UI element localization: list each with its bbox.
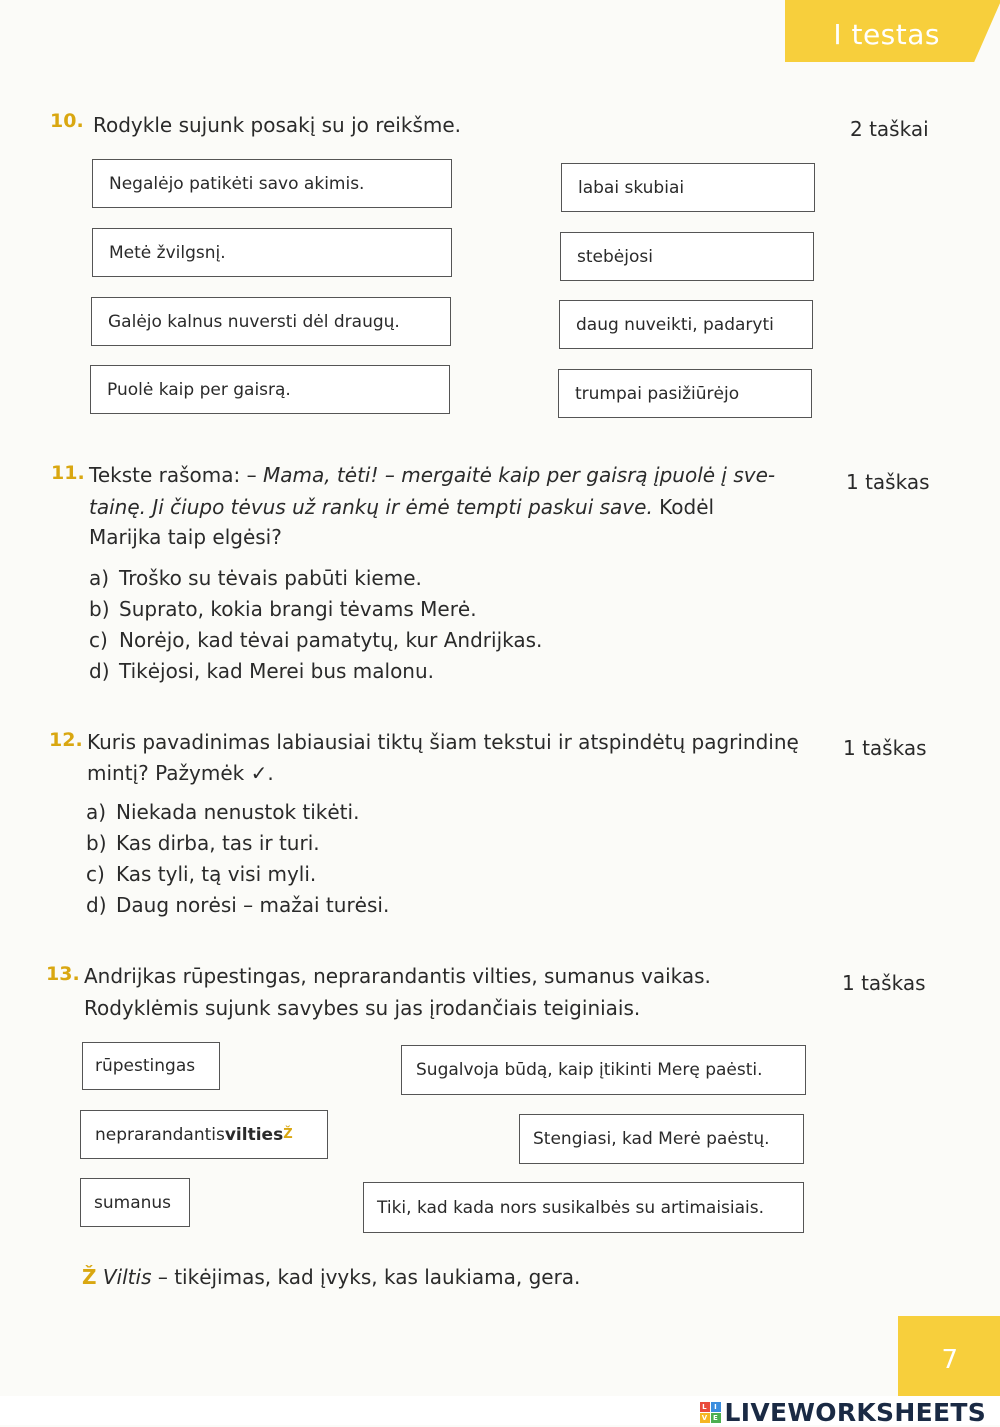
q12-option-d[interactable]: d) Daug norėsi – mažai turėsi. <box>86 893 390 917</box>
q12-option-a[interactable]: a) Niekada nenustok tikėti. <box>86 800 360 824</box>
q12-line1: Kuris pavadinimas labiausiai tiktų šiam tekstui ir atspindėtų pagrindinę <box>87 730 799 754</box>
q13-left-box-1[interactable]: rūpestingas <box>82 1042 220 1090</box>
q13-number: 13. <box>46 963 80 985</box>
q12-option-b[interactable]: b) Kas dirba, tas ir turi. <box>86 831 320 855</box>
q10-left-box-3[interactable]: Galėjo kalnus nuversti dėl draugų. <box>91 297 451 346</box>
q10-right-box-3[interactable]: daug nuveikti, padaryti <box>559 300 813 349</box>
q10-points: 2 taškai <box>850 117 929 141</box>
q11-number: 11. <box>51 462 85 484</box>
q13-left-box-2[interactable]: neprarandantis vilties Ž <box>80 1110 328 1159</box>
q10-right-box-2[interactable]: stebėjosi <box>560 232 814 281</box>
q11-line2: tainę. Ji čiupo tėvus už rankų ir ėmė tempti paskui save. Kodėl <box>89 495 715 519</box>
q11-option-c[interactable]: c) Norėjo, kad tėvai pamatytų, kur Andrijkas. <box>89 628 543 652</box>
q13-vocab-note: Ž Viltis – tikėjimas, kad įvyks, kas laukiama, gera. <box>82 1265 581 1289</box>
q11-option-d[interactable]: d) Tikėjosi, kad Merei bus malonu. <box>89 659 435 683</box>
q10-number: 10. <box>50 110 84 132</box>
liveworksheets-icon: L I V E <box>700 1402 721 1423</box>
q13-left-box-3[interactable]: sumanus <box>80 1178 190 1227</box>
q12-points: 1 taškas <box>843 736 927 760</box>
page-number: 7 <box>941 1345 958 1375</box>
q11-line1: Tekste rašoma: – Mama, tėti! – mergaitė kaip per gaisrą įpuolė į sve- <box>89 463 776 487</box>
q13-points: 1 taškas <box>842 971 926 995</box>
q13-line1: Andrijkas rūpestingas, neprarandantis vilties, sumanus vaikas. <box>84 964 711 988</box>
liveworksheets-logo: L I V E LIVEWORKSHEETS <box>700 1398 986 1427</box>
q11-option-a[interactable]: a) Troško su tėvais pabūti kieme. <box>89 566 422 590</box>
q10-right-box-4[interactable]: trumpai pasižiūrėjo <box>558 369 812 418</box>
q11-option-b[interactable]: b) Suprato, kokia brangi tėvams Merė. <box>89 597 477 621</box>
q13-right-box-2[interactable]: Stengiasi, kad Merė paėstų. <box>519 1114 804 1164</box>
q13-right-box-1[interactable]: Sugalvoja būdą, kaip įtikinti Merę paėsti. <box>401 1045 806 1095</box>
q11-points: 1 taškas <box>846 470 930 494</box>
q10-text: Rodykle sujunk posakį su jo reikšme. <box>93 113 462 137</box>
q10-left-box-4[interactable]: Puolė kaip per gaisrą. <box>90 365 450 414</box>
q10-left-box-2[interactable]: Metė žvilgsnį. <box>92 228 452 277</box>
q11-line3: Marijka taip elgėsi? <box>89 525 282 549</box>
page-header-title: I testas <box>833 18 940 51</box>
q13-right-box-3[interactable]: Tiki, kad kada nors susikalbės su artimaisiais. <box>363 1182 804 1233</box>
q12-line2: mintį? Pažymėk ✓. <box>87 761 274 785</box>
q10-left-box-1[interactable]: Negalėjo patikėti savo akimis. <box>92 159 452 208</box>
q13-line2: Rodyklėmis sujunk savybes su jas įrodančiais teiginiais. <box>84 996 641 1020</box>
q10-right-box-1[interactable]: labai skubiai <box>561 163 815 212</box>
q12-option-c[interactable]: c) Kas tyli, tą visi myli. <box>86 862 317 886</box>
q12-number: 12. <box>49 729 83 751</box>
